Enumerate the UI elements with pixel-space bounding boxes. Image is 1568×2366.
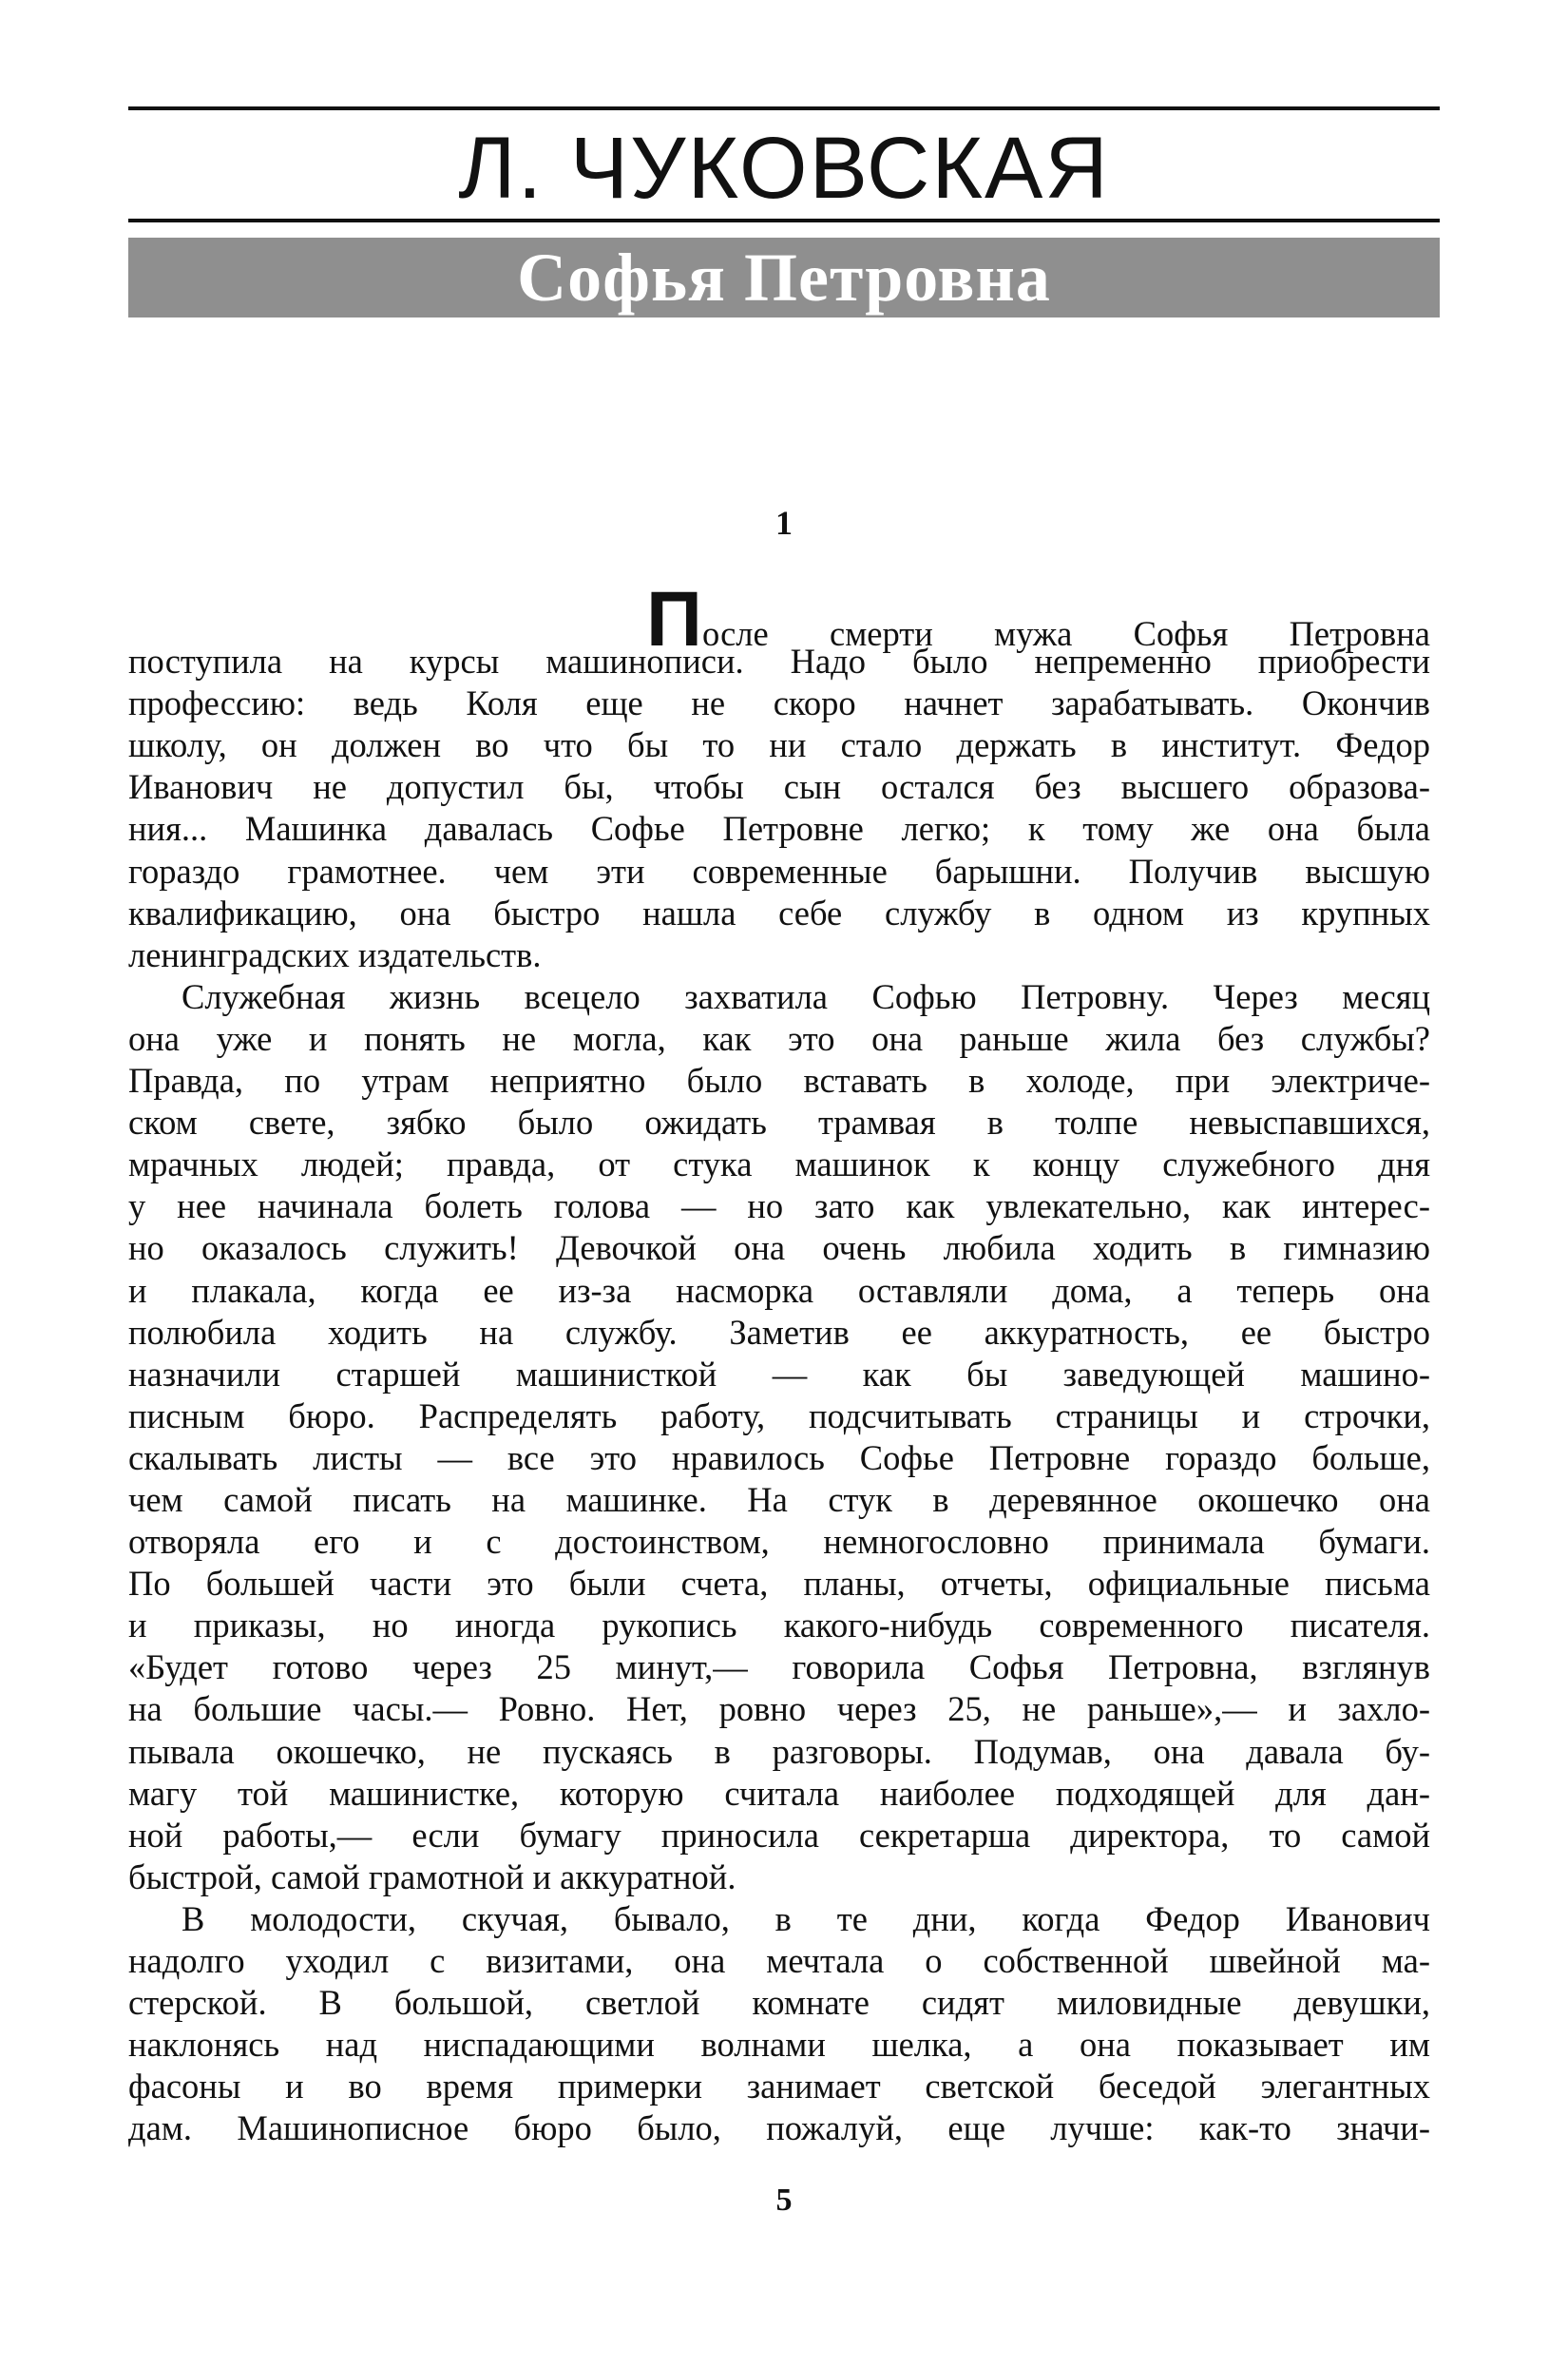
text-line: профессию: ведь Коля еще не скоро начнет зарабатывать. Окончив xyxy=(128,683,1430,723)
title-banner xyxy=(128,238,1440,317)
text-line: пывала окошечко, не пускаясь в разговоры. Подумав, она давала бу- xyxy=(128,1731,1430,1771)
text-line: и приказы, но иногда рукопись какого-нибудь современного писателя. xyxy=(128,1606,1430,1645)
body-text xyxy=(128,576,1430,2149)
text-line: чем самой писать на машинке. На стук в деревянное окошечко она xyxy=(128,1479,1430,1519)
page-number: 5 xyxy=(775,2183,793,2218)
text-line: дам. Машинописное бюро было, пожалуй, еще лучше: как-то значи- xyxy=(128,2108,1430,2148)
text-line: В молодости, скучая, бывало, в те дни, когда Федор Иванович xyxy=(182,1898,1430,1938)
work-title: Софья Петровна xyxy=(517,240,1051,316)
title-rule xyxy=(128,219,1440,222)
text-line: мрачных людей; правда, от стука машинок к концу служебного дня xyxy=(128,1145,1430,1184)
text-line: школу, он должен во что бы то ни стало держать в институт. Федор xyxy=(128,725,1430,765)
text-line: ной работы,— если бумагу приносила секретарша директора, то самой xyxy=(128,1815,1430,1855)
text-line: поступила на курсы машинописи. Надо было непременно приобрести xyxy=(128,642,1430,682)
text-line: но оказалось служить! Девочкой она очень любила ходить в гимназию xyxy=(128,1228,1430,1268)
text-line: Иванович не допустил бы, чтобы сын остался без высшего образова- xyxy=(128,767,1430,807)
text-line: полюбила ходить на службу. Заметив ее аккуратность, ее быстро xyxy=(128,1312,1430,1352)
text-line: гораздо грамотнее. чем эти современные барышни. Получив высшую xyxy=(128,851,1430,891)
text-line: магу той машинистке, которую считала наиболее подходящей для дан- xyxy=(128,1773,1430,1813)
text-line: ленинградских издательств. xyxy=(128,934,542,974)
text-line: отворяла его и с достоинством, немногословно принимала бумаги. xyxy=(128,1522,1430,1562)
author-name: Л. ЧУКОВСКАЯ xyxy=(458,120,1110,217)
text-line: она уже и понять не могла, как это она раньше жила без службы? xyxy=(128,1018,1430,1058)
text-line: «Будет готово через 25 минут,— говорила Софья Петровна, взглянув xyxy=(128,1647,1430,1687)
text-line: на большие часы.— Ровно. Нет, ровно через 25, не раньше»,— и захло- xyxy=(128,1689,1430,1729)
text-line: квалификацию, она быстро нашла себе службу в одном из крупных xyxy=(128,893,1430,933)
text-line-content: осле смерти мужа Софья Петровна xyxy=(701,614,1430,653)
text-line: у нее начинала болеть голова — но зато как увлекательно, как интерес- xyxy=(128,1186,1430,1226)
text-line: Служебная жизнь всецело захватила Софью Петровну. Через месяц xyxy=(182,976,1430,1016)
text-line: наклонясь над ниспадающими волнами шелка, а она показывает им xyxy=(128,2025,1430,2065)
top-rule xyxy=(128,106,1440,110)
text-line: назначили старшей машинисткой — как бы заведующей машино- xyxy=(128,1354,1430,1394)
text-line: фасоны и во время примерки занимает светской беседой элегантных xyxy=(128,2067,1430,2106)
text-line: ния... Машинка давалась Софье Петровне легко; к тому же она была xyxy=(128,809,1430,849)
chapter-number: 1 xyxy=(775,504,793,542)
text-line: скалывать листы — все это нравилось Софье Петровне гораздо больше, xyxy=(128,1437,1430,1477)
drop-cap: П xyxy=(646,576,702,663)
text-line: По большей части это были счета, планы, отчеты, официальные письма xyxy=(128,1564,1430,1604)
text-line: надолго уходил с визитами, она мечтала о собственной швейной ма- xyxy=(128,1941,1430,1980)
text-line: быстрой, самой грамотной и аккуратной. xyxy=(128,1856,736,1896)
text-line: писным бюро. Распределять работу, подсчитывать страницы и строчки, xyxy=(128,1395,1430,1435)
text-line: и плакала, когда ее из-за насморка оставляли дома, а теперь она xyxy=(128,1270,1430,1310)
text-line: Правда, по утрам неприятно было вставать в холоде, при электриче- xyxy=(128,1061,1430,1101)
text-line: ском свете, зябко было ожидать трамвая в толпе невыспавшихся, xyxy=(128,1103,1430,1143)
text-line: стерской. В большой, светлой комнате сидят миловидные девушки, xyxy=(128,1983,1430,2023)
